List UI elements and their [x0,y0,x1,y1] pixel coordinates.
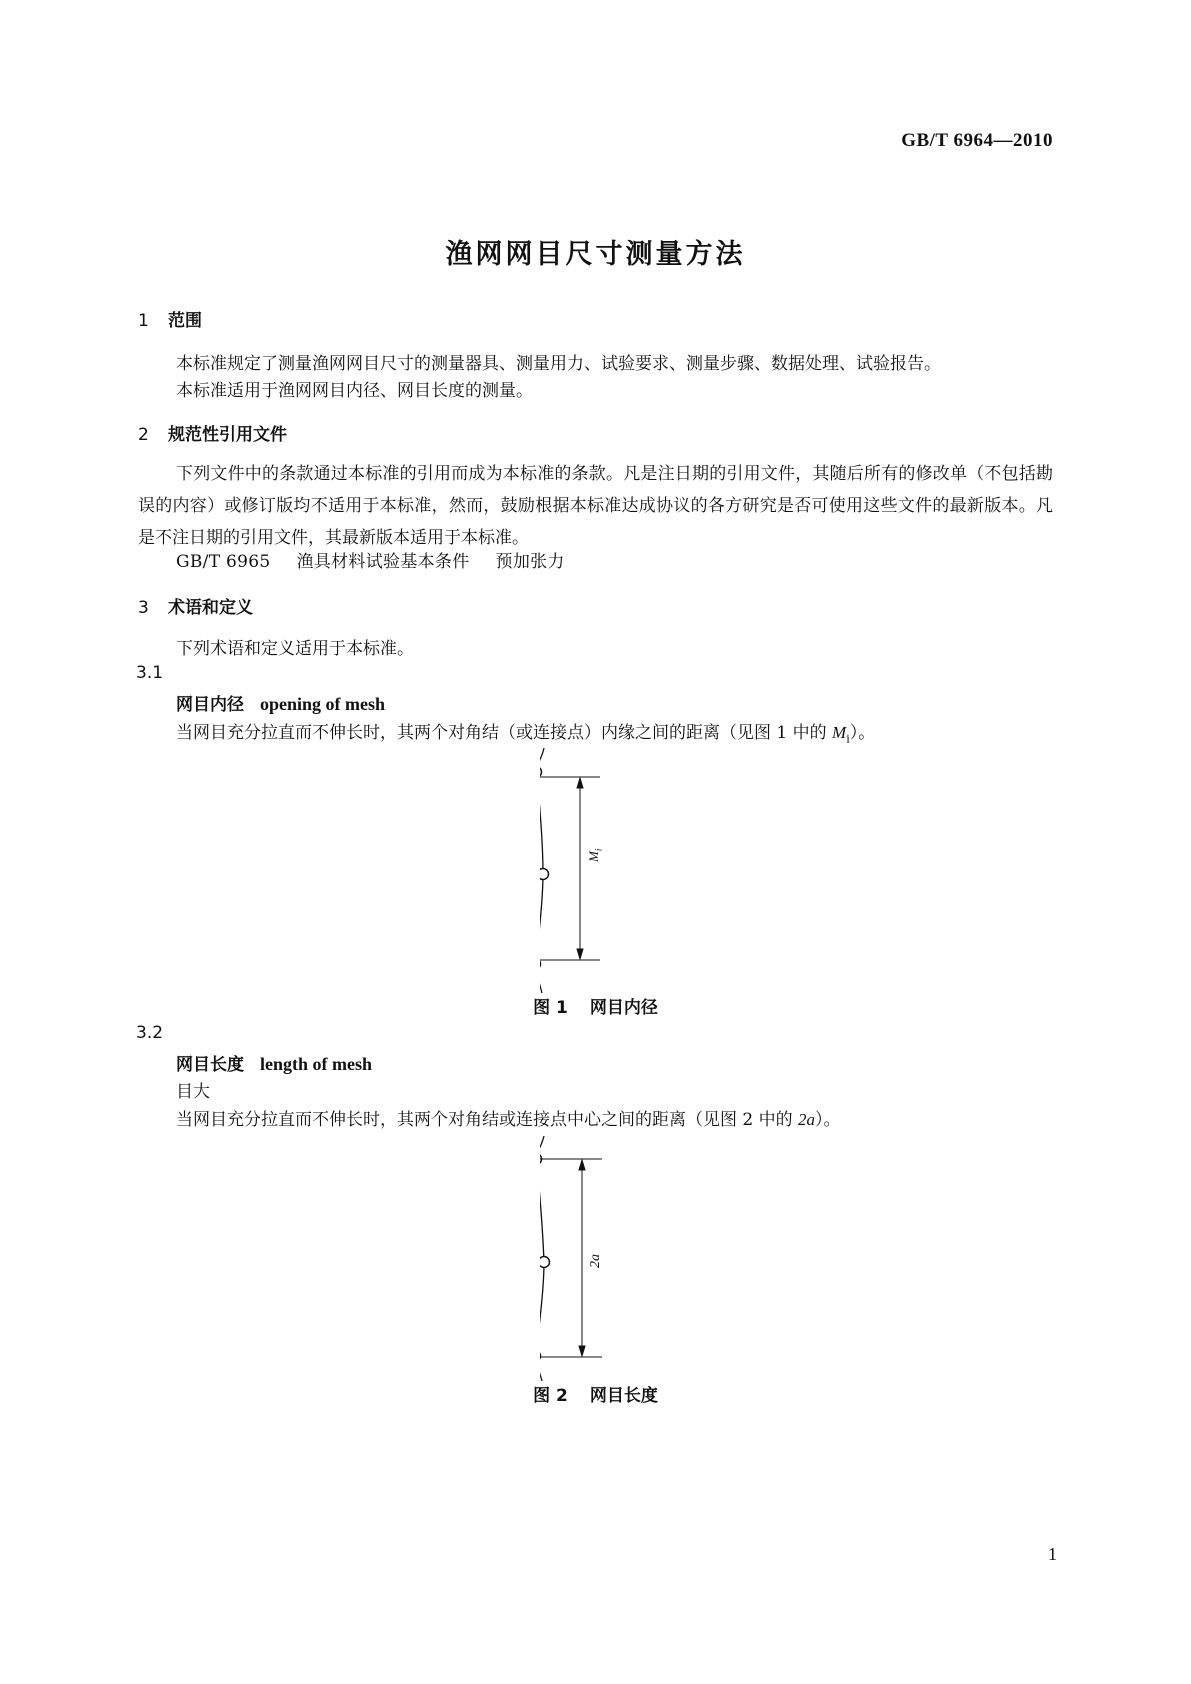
reference-subtitle: 预加张力 [495,552,565,572]
arrow-up [577,778,583,788]
standard-number: GB/T 6964—2010 [901,130,1053,151]
section-3-heading [138,593,253,618]
figure-2-caption [0,1381,1191,1406]
definition-text: 当网目充分拉直而不伸长时，其两个对角结或连接点中心之间的距离（见图 2 中的 [176,1110,799,1130]
figure-2-dimension-label: 2a [588,1254,603,1268]
definition-text-end: ）。 [849,723,876,743]
term-chinese: 网目内径 [176,695,244,715]
figure-1-caption [0,993,1191,1018]
clause-number-3-2: 3.2 [136,1023,164,1043]
definition-variable: M [832,723,847,742]
scope-paragraph-2: 本标准适用于渔网网目内径、网目长度的测量。 [176,381,533,401]
section-2-heading [138,420,287,445]
arrow-down [579,1346,585,1356]
figure-label: 图 2 [533,1386,568,1406]
term-3-1-definition [176,718,875,745]
definition-text: 当网目充分拉直而不伸长时，其两个对角结（或连接点）内缘之间的距离（见图 1 中的 [176,723,833,743]
section-title: 范围 [168,311,202,331]
clause-number-3-1: 3.1 [136,663,164,683]
document-title: 渔网网目尺寸测量方法 [445,239,746,270]
twine-top-right [540,1136,544,1156]
mesh-bar-lower-right [540,874,543,962]
term-3-1 [176,690,385,715]
figure-title: 网目长度 [589,1386,658,1406]
term-3-2-alternative: 目大 [176,1082,210,1102]
section-title: 术语和定义 [168,598,253,618]
dimension-subscript: i [593,848,604,852]
definition-text-end: ）。 [815,1110,841,1130]
term-chinese: 网目长度 [176,1055,244,1075]
term-english: length of mesh [260,1054,372,1074]
twine-top-right [540,748,544,770]
definition-subscript: i [846,732,850,746]
section-number: 2 [138,425,149,445]
knot-right [540,1257,550,1268]
section-number: 1 [138,311,149,331]
page-number: 1 [1048,1544,1057,1564]
figure-1-mesh-opening-diagram [540,748,650,993]
term-3-2 [176,1050,372,1075]
twine-bottom-right [540,970,542,993]
scope-paragraph-1: 本标准规定了测量渔网网目尺寸的测量器具、测量用力、试验要求、测量步骤、数据处理、试验报告。 [176,354,941,374]
reference-code: GB/T 6965 [176,552,271,572]
knot-right [540,869,549,880]
figure-title: 网目内径 [589,998,658,1018]
terms-intro: 下列术语和定义适用于本标准。 [176,639,414,659]
section-title: 规范性引用文件 [168,425,287,445]
arrow-up [579,1160,585,1170]
definition-variable: 2a [798,1110,816,1129]
reference-item [176,547,565,572]
mesh-bar-upper-right [540,1165,544,1262]
normative-references-paragraph: 下列文件中的条款通过本标准的引用而成为本标准的条款。凡是注日期的引用文件，其随后所有的修改单（不包括勘误的内容）或修订版均不适用于本标准，然而，鼓励根据本标准达成协议的各方研究是否可使用这些文件的最新版本。凡是不注日期的引用文件，其最新版本适用于本标准。 [138,464,1053,548]
mesh-bar-upper-right [540,778,543,874]
term-english: opening of mesh [260,694,386,714]
section-1-heading [138,306,202,331]
reference-title: 渔具材料试验基本条件 [296,552,470,572]
term-3-2-definition [176,1105,841,1130]
arrow-down [577,949,583,959]
dimension-variable: M [586,851,601,862]
mesh-bar-lower-right [540,1262,544,1351]
figure-label: 图 1 [533,998,568,1018]
twine-bottom-right [540,1362,542,1381]
figure-1-dimension-label [586,849,604,862]
knot-bottom [540,1351,541,1362]
knot-top [540,767,542,778]
section-number: 3 [138,598,149,618]
